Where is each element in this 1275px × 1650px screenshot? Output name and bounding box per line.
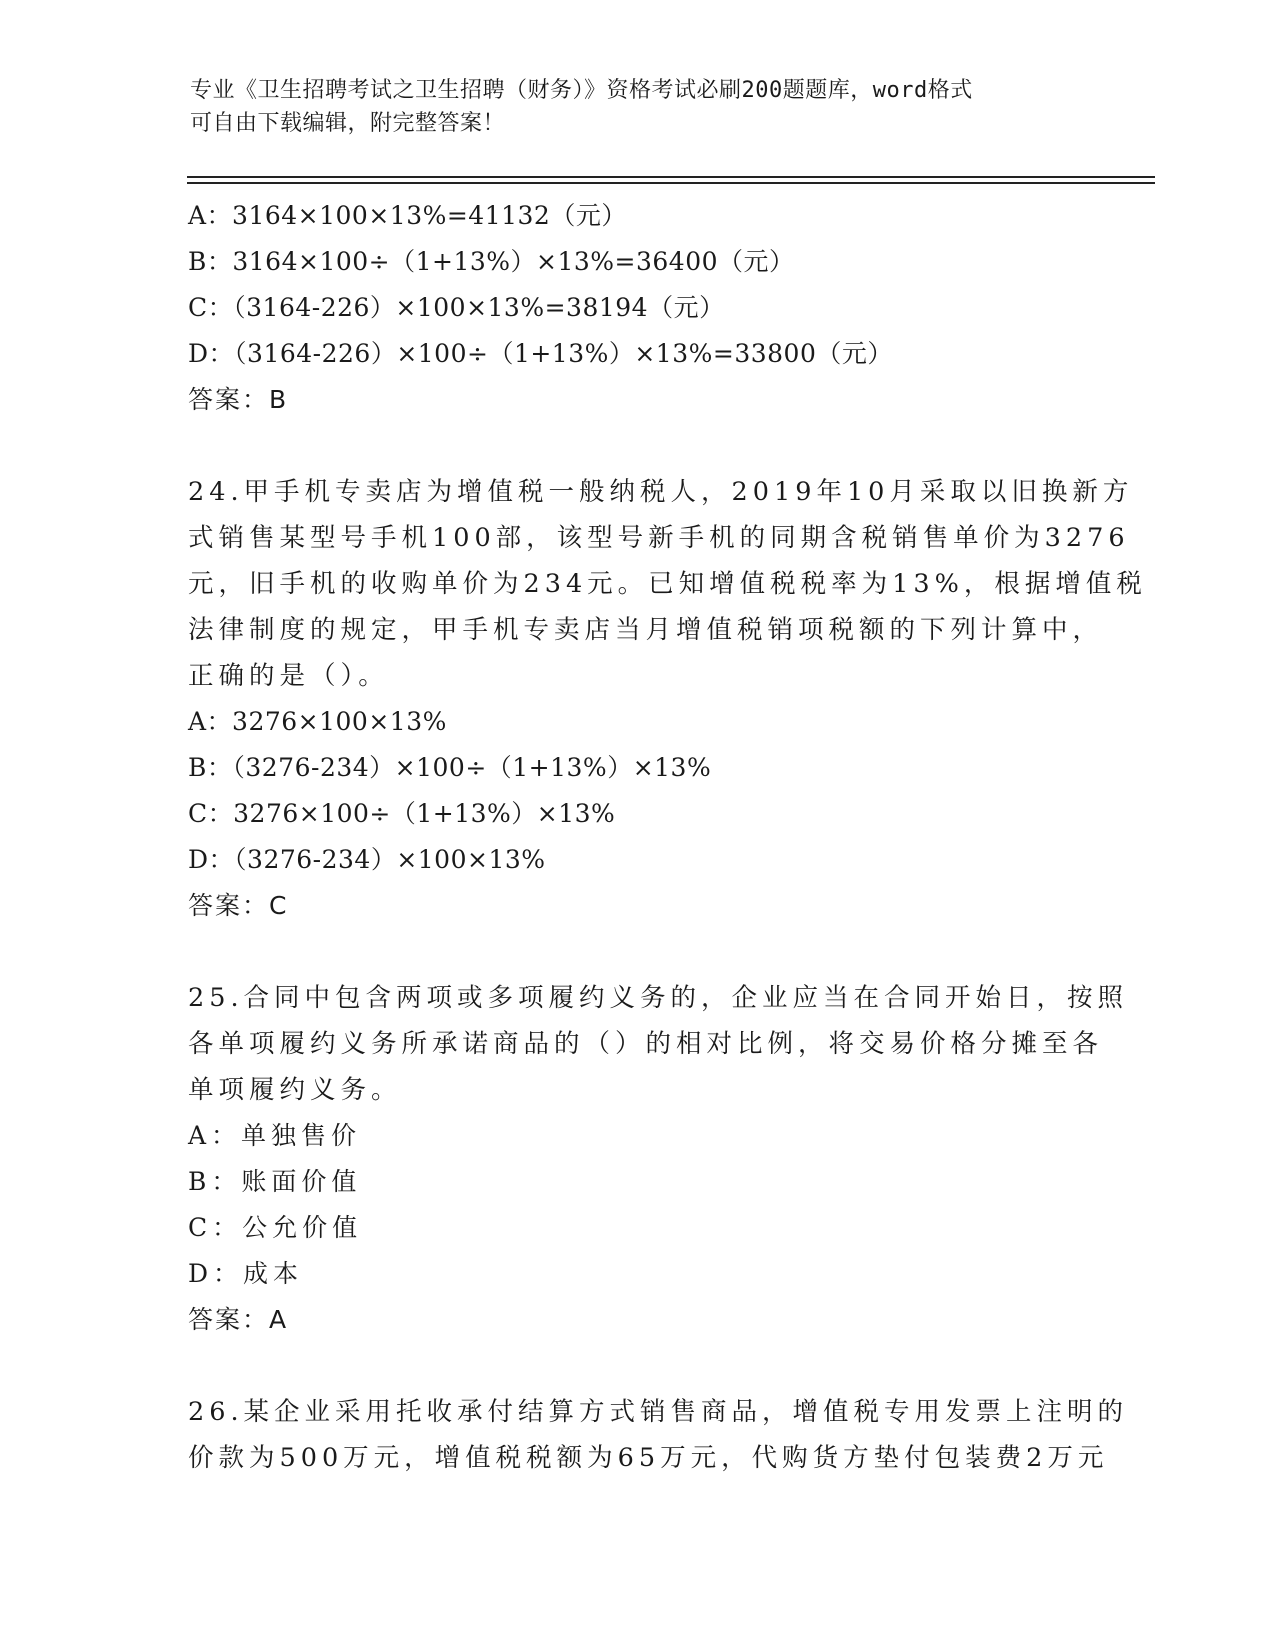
option-c: C：（3164-226）×100×13%=38194（元） [188,293,725,322]
question-stem-line: 式销售某型号手机100部，该型号新手机的同期含税销售单价为3276 [188,523,1130,553]
answer-line: 答案：B [188,385,289,414]
question-stem-line: 元，旧手机的收购单价为234元。已知增值税税率为13%，根据增值税 [188,569,1147,599]
option-d: D：（3276-234）×100×13% [188,845,546,874]
answer-line: 答案：A [188,1305,289,1334]
option-a: A：3276×100×13% [188,707,447,736]
header-rule-top [187,176,1155,178]
option-d: D：（3164-226）×100÷（1+13%）×13%=33800（元） [188,339,893,368]
answer-line: 答案：C [188,891,289,920]
question-24 [188,469,1147,929]
option-c: C：公允价值 [188,1213,363,1242]
header-line-2: 可自由下载编辑，附完整答案！ [190,111,506,136]
question-stem-line: 正确的是（）。 [188,661,389,691]
question-stem-line: 单项履约义务。 [188,1075,402,1105]
question-content [188,193,1147,1481]
question-25 [188,975,1129,1343]
question-stem-line: 法律制度的规定，甲手机专卖店当月增值税销项税额的下列计算中， [188,615,1104,645]
question-stem-line: 26.某企业采用托收承付结算方式销售商品，增值税专用发票上注明的 [188,1397,1129,1427]
option-b: B：（3276-234）×100÷（1+13%）×13% [188,753,712,782]
option-a: A：3164×100×13%=41132（元） [188,201,627,230]
question-23 [188,193,1088,423]
question-stem-line: 价款为500万元，增值税税额为65万元，代购货方垫付包装费2万元 [188,1443,1109,1473]
question-26 [188,1389,1129,1481]
question-stem-line: 各单项履约义务所承诺商品的（）的相对比例，将交易价格分摊至各 [188,1029,1104,1059]
header-rule-bottom [187,182,1155,184]
option-c: C：3276×100÷（1+13%）×13% [188,799,616,828]
document-header [190,74,1070,140]
question-stem-line: 24.甲手机专卖店为增值税一般纳税人，2019年10月采取以旧换新方 [188,477,1134,507]
option-b: B：账面价值 [188,1167,362,1196]
option-b: B：3164×100÷（1+13%）×13%=36400（元） [188,247,795,276]
header-line-1: 专业《卫生招聘考试之卫生招聘（财务）》资格考试必刷200题题库，word格式 [190,78,973,103]
option-a: A：单独售价 [188,1121,362,1150]
option-d: D：成本 [188,1259,304,1288]
question-stem-line: 25.合同中包含两项或多项履约义务的，企业应当在合同开始日，按照 [188,983,1129,1013]
